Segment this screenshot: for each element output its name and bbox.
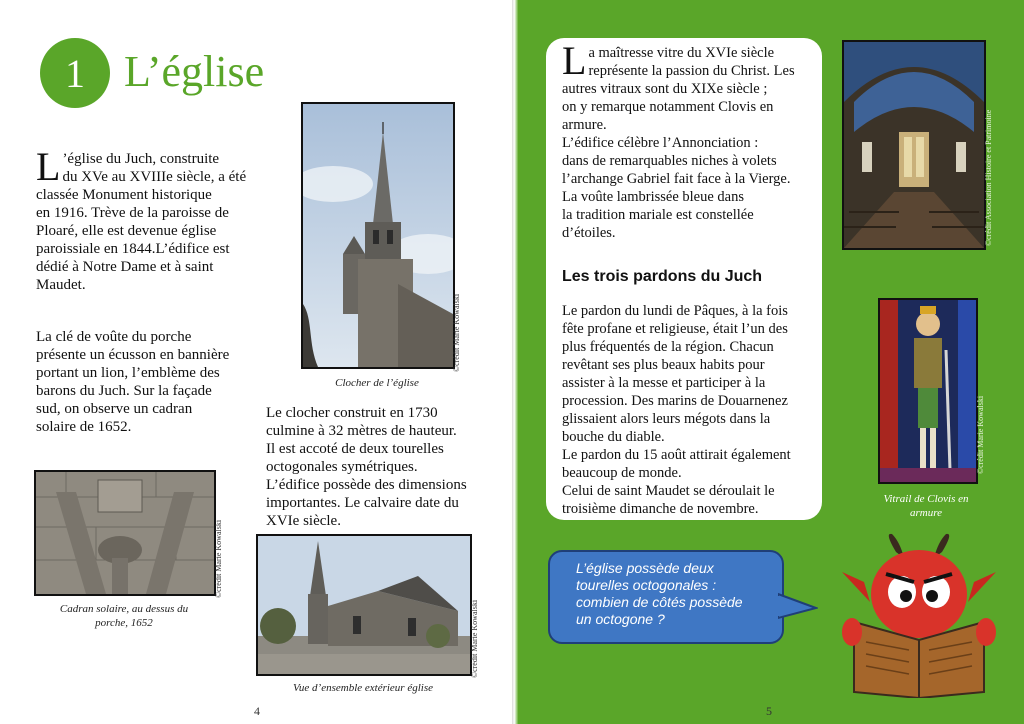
belfry-line: culmine à 32 mètres de hauteur. [266,423,457,439]
page-number-left: 4 [254,704,260,718]
vitrail-caption-line: armure [910,507,942,519]
sundial-credit: ©crédit Marie Kowalski [214,519,223,598]
intro-line: en 1916. Trève de la paroisse de [36,205,229,221]
pardons-line: fête profane et religieuse, était l’un des [562,321,788,337]
pardons-line: procession. Des marins de Douarnenez [562,393,788,409]
porch-line: sud, on observe un cadran [36,401,193,417]
intro-line: ’église du Juch, construite [62,151,220,167]
pardons-paragraph [562,302,820,518]
belfry-paragraph [266,404,511,530]
book-spine [512,0,518,724]
interior-photo [842,40,986,250]
window-line: dans de remarquables niches à volets [562,153,777,169]
devil-reading-book-icon [834,532,1004,698]
intro-line: du XVe au XVIIIe siècle, a été [62,169,247,185]
quiz-line: un octogone ? [576,611,665,627]
belfry-line: octogonales symétriques. [266,459,418,475]
belfry-line: importantes. Le calvaire date du [266,495,459,511]
pardons-line: beaucoup de monde. [562,465,682,481]
belfry-line: L’édifice possède des dimensions [266,477,467,493]
intro-line: paroissiale en 1844.L’édifice est [36,241,230,257]
belfry-line: XVIe siècle. [266,513,341,529]
intro-line: dédié à Notre Dame et à saint [36,259,214,275]
pardons-line: troisième dimanche de novembre. [562,501,759,517]
pardons-line: Le pardon du lundi de Pâques, à la fois [562,303,788,319]
intro-line: Maudet. [36,277,86,293]
belfry-line: Il est accoté de deux tourelles [266,441,444,457]
belfry-credit: ©crédit Marie Kowalski [452,293,461,372]
window-dropcap: L [562,38,587,83]
intro-dropcap: L [36,144,61,189]
exterior-photo [256,534,472,676]
pardons-line: assister à la messe et participer à la [562,375,766,391]
belfry-photo [301,102,455,369]
window-line: La voûte lambrissée bleue dans [562,189,744,205]
page-title: L’église [124,47,265,96]
bubble-tail [778,590,818,624]
exterior-caption: Vue d’ensemble extérieur église [293,682,433,694]
exterior-credit: ©crédit Marie Kowalski [470,599,479,678]
exterior-illustration [258,536,470,674]
pardons-heading: Les trois pardons du Juch [562,268,763,285]
pardons-line: bouche du diable. [562,429,665,445]
window-line: autres vitraux sont du XIXe siècle ; [562,81,768,97]
belfry-line: Le clocher construit en 1730 [266,405,438,421]
window-line: l’archange Gabriel fait face à la Vierge. [562,171,791,187]
vitrail-credit: ©crédit Marie Kowalski [976,395,985,474]
window-line: représente la passion du Christ. Les [588,63,795,79]
window-line: a maîtresse vitre du XVIe siècle [588,45,775,61]
pardons-line: plus fréquentés de la région. Chacun [562,339,774,355]
intro-line: Ploaré, elle est devenue église [36,223,217,239]
sundial-photo [34,470,216,596]
porch-line: barons du Juch. Sur la façade [36,383,212,399]
vitrail-photo [878,298,978,484]
quiz-line: combien de côtés possède [576,594,743,610]
window-paragraph [562,38,820,242]
belfry-illustration [303,104,453,367]
quiz-line: tourelles octogonales : [576,577,717,593]
intro-line: classée Monument historique [36,187,212,203]
belfry-caption: Clocher de l’église [335,377,419,389]
porch-line: La clé de voûte du porche [36,329,192,345]
sundial-caption-line: porche, 1652 [95,617,153,629]
interior-illustration [844,42,984,248]
page-number-right: 5 [766,704,772,718]
window-line: armure. [562,117,607,133]
vitrail-illustration [880,300,976,482]
pardons-line: revêtant ses plus beaux habits pour [562,357,765,373]
pardons-line: glissaient alors leurs mégots dans la [562,411,771,427]
vitrail-caption [872,492,980,520]
pardons-line: Celui de saint Maudet se déroulait le [562,483,775,499]
window-line: la tradition mariale est constellée [562,207,754,223]
porch-line: présente un écusson en bannière [36,347,230,363]
porch-paragraph [36,328,271,436]
window-line: L’édifice célèbre l’Annonciation : [562,135,759,151]
interior-credit: ©crédit Association Histoire et Patrimoine [984,109,993,246]
sundial-caption-line: Cadran solaire, au dessus du [59,603,189,615]
pardons-line: Le pardon du 15 août attirait également [562,447,791,463]
porch-line: solaire de 1652. [36,419,132,435]
quiz-question [576,560,743,628]
chapter-number: 1 [65,50,85,96]
sundial-illustration [36,472,214,594]
window-line: on y remarque notamment Clovis en [562,99,774,115]
sundial-caption [34,602,214,630]
chapter-number-badge [40,38,110,108]
porch-line: portant un lion, l’emblème des [36,365,220,381]
vitrail-caption-line: Vitrail de Clovis en [883,493,969,505]
quiz-line: L’église possède deux [576,560,714,576]
intro-paragraph [36,144,271,294]
window-line: d’étoiles. [562,225,616,241]
